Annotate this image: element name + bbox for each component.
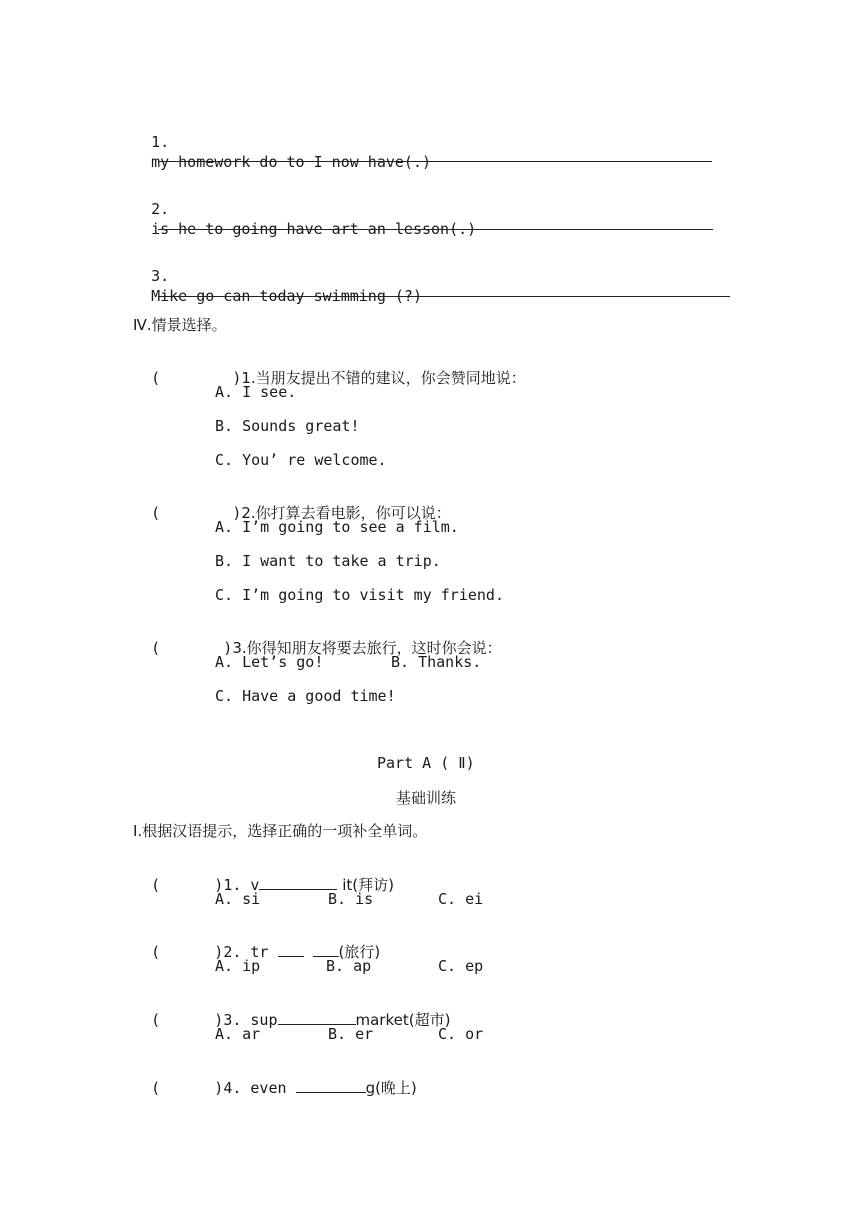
option-b: B. Sounds great!	[215, 417, 360, 435]
question-stem: 3.你得知朋友将要去旅行，这时你会说：	[232, 639, 502, 657]
question-4-1	[133, 348, 526, 388]
word-suffix: market(超市)	[355, 1011, 451, 1029]
part-title: Part A ( Ⅱ)	[377, 754, 475, 772]
item-1-text: my homework do to I now have(.)	[151, 153, 432, 171]
option-c: C. ei	[438, 890, 484, 908]
word-suffix: (旅行)	[338, 943, 381, 961]
item-2-number: 2.	[151, 200, 170, 218]
word-prefix: sup	[250, 1011, 278, 1029]
blank[interactable]	[313, 942, 339, 957]
option-a: A. I see.	[215, 383, 297, 401]
option-b: B. ap	[326, 957, 372, 975]
word-prefix: even	[250, 1079, 296, 1097]
answer-paren[interactable]: ( )	[151, 639, 233, 657]
item-1-number: 1.	[151, 133, 170, 151]
question-stem: 1.当朋友提出不错的建议，你会赞同地说：	[241, 369, 526, 387]
word-suffix: g(晚上)	[365, 1079, 417, 1097]
question-number: 1.	[223, 876, 242, 894]
option-b: B. I want to take a trip.	[215, 552, 441, 570]
word-gap	[304, 943, 313, 961]
option-a: A. I’m going to see a film.	[215, 518, 459, 536]
answer-paren[interactable]: ( )	[151, 369, 242, 387]
question-stem: 2.你打算去看电影，你可以说：	[241, 504, 451, 522]
option-c: C. I’m going to visit my friend.	[215, 586, 504, 604]
option-c: C. Have a good time!	[215, 687, 396, 705]
question-number: 4.	[223, 1079, 242, 1097]
question-number: 3.	[223, 1011, 242, 1029]
option-a: A. Let’s go!	[215, 653, 324, 671]
question-1-4	[133, 1058, 417, 1098]
word-suffix: it(拜访)	[337, 876, 394, 894]
answer-line-2[interactable]	[158, 229, 713, 230]
answer-paren[interactable]: ( )	[151, 504, 242, 522]
option-c: C. You’ re welcome.	[215, 451, 387, 469]
item-3	[133, 246, 422, 306]
item-1	[133, 112, 431, 172]
section-4-title: Ⅳ.情景选择。	[133, 316, 227, 334]
blank[interactable]	[278, 1010, 356, 1025]
answer-paren[interactable]: ( )	[151, 1079, 224, 1097]
option-b: B. is	[328, 890, 374, 908]
blank[interactable]	[259, 875, 337, 890]
section-1-title: Ⅰ.根据汉语提示，选择正确的一项补全单词。	[133, 822, 428, 840]
item-2	[133, 179, 476, 239]
item-2-text: is he to going have art an lesson(.)	[151, 220, 477, 238]
word-prefix: tr	[250, 943, 278, 961]
answer-paren[interactable]: ( )	[151, 943, 224, 961]
option-a: A. ip	[215, 957, 261, 975]
blank[interactable]	[296, 1078, 366, 1093]
answer-paren[interactable]: ( )	[151, 1011, 224, 1029]
answer-line-3[interactable]	[158, 296, 730, 297]
question-1-3	[133, 990, 450, 1030]
blank[interactable]	[278, 942, 304, 957]
option-c: C. ep	[438, 957, 484, 975]
question-number: 2.	[223, 943, 242, 961]
part-subtitle: 基础训练	[396, 789, 457, 807]
option-b: B. er	[328, 1025, 374, 1043]
option-a: A. si	[215, 890, 261, 908]
item-3-text: Mike go can today swimming (?)	[151, 287, 422, 305]
item-3-number: 3.	[151, 267, 170, 285]
answer-line-1[interactable]	[158, 161, 712, 162]
option-c: C. or	[438, 1025, 484, 1043]
answer-paren[interactable]: ( )	[151, 876, 224, 894]
option-a: A. ar	[215, 1025, 261, 1043]
word-prefix: v	[250, 876, 260, 894]
option-b: B. Thanks.	[391, 653, 482, 671]
